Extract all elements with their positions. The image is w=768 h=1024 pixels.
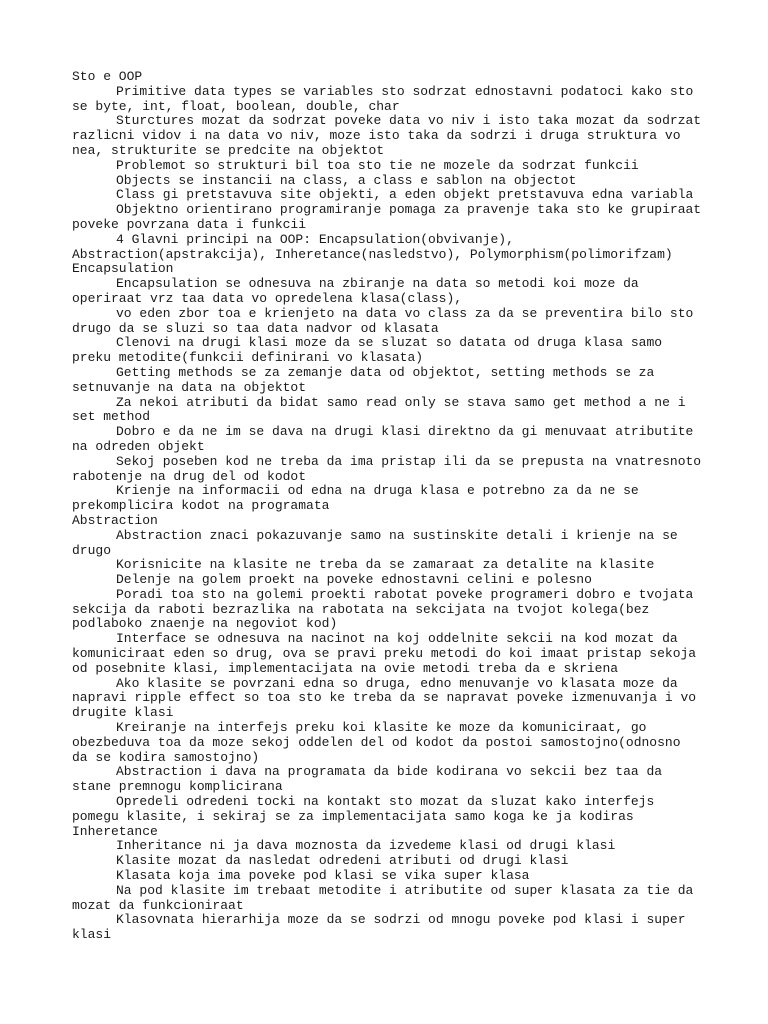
paragraph: Opredeli odredeni tocki na kontakt sto mozat da sluzat kako interfejs pomegu klasite, i sekiraj se za implementacijata samo koga ke ja kodiras bbox=[72, 794, 655, 824]
paragraph: Za nekoi atributi da bidat samo read only se stava samo get method a ne i set method bbox=[72, 394, 686, 425]
paragraph: Delenje na golem proekt na poveke ednostavni celini e polesno bbox=[116, 572, 592, 588]
document-body bbox=[72, 70, 702, 943]
section-heading: Sto e OOP bbox=[72, 69, 143, 84]
paragraph: Getting methods se za zemanje data od objektot, setting methods se za setnuvanje na data na objektot bbox=[72, 364, 655, 395]
paragraph: Na pod klasite im trebaat metodite i atributite od super klasata za tie da mozat da funkcioniraat bbox=[72, 882, 694, 913]
paragraph: Kreiranje na interfejs preku koi klasite ke moze da komuniciraat, go obezbeduva toa da moze sekoj oddelen del od kodot da postoi samostojno(odnosno da se kodira samostojno) bbox=[72, 720, 681, 765]
paragraph: Sturctures mozat da sodrzat poveke data vo niv i isto taka mozat da sodrzat razlicni vidov i na data vo niv, moze isto taka da sodrzi i druga struktura vo nea, strukturite se predcite na objektot bbox=[72, 113, 702, 158]
paragraph: Poradi toa sto na golemi proekti rabotat poveke programeri dobro e tvojata sekcija da raboti bezrazlika na rabotata na sekcijata na tvojot kolega(bez podlaboko znaenje na negoviot kod) bbox=[72, 586, 694, 632]
paragraph: Klasata koja ima poveke pod klasi se vika super klasa bbox=[116, 868, 530, 884]
paragraph: Krienje na informacii od edna na druga klasa e potrebno za da ne se prekomplicira kodot na programata bbox=[72, 483, 639, 514]
paragraph: Class gi pretstavuva site objekti, a eden objekt pretstavuva edna variabla bbox=[116, 187, 694, 203]
paragraph: Encapsulation se odnesuva na zbiranje na data so metodi koi moze da operiraat vrz taa data vo opredelena klasa(class), bbox=[72, 276, 639, 306]
paragraph: Klasovnata hierarhija moze da se sodrzi od mnogu poveke pod klasi i super klasi bbox=[72, 912, 686, 943]
paragraph: vo eden zbor toa e krienjeto na data vo class za da se preventira bilo sto drugo da se sluzi so taa data nadvor od klasata bbox=[72, 305, 694, 336]
paragraph: Problemot so strukturi bil toa sto tie ne mozele da sodrzat funkcii bbox=[116, 157, 639, 173]
paragraph: Primitive data types se variables sto sodrzat ednostavni podatoci kako sto se byte, int, float, boolean, double, char bbox=[72, 83, 694, 114]
paragraph: Objects se instancii na class, a class e sablon na objectot bbox=[116, 172, 577, 188]
paragraph: Korisnicite na klasite ne treba da se zamaraat za detalite na klasite bbox=[116, 557, 655, 573]
paragraph: Abstraction i dava na programata da bide kodirana vo sekcii bez taa da stane premnogu komplicirana bbox=[72, 764, 663, 795]
paragraph: Inheritance ni ja dava moznosta da izvedeme klasi od drugi klasi bbox=[116, 838, 616, 854]
paragraph: Clenovi na drugi klasi moze da se sluzat so datata od druga klasa samo preku metodite(funkcii definirani vo klasata) bbox=[72, 335, 663, 366]
section-heading: Abstraction bbox=[72, 512, 158, 528]
paragraph: 4 Glavni principi na OOP: Encapsulation(obvivanje), Abstraction(apstrakcija), Inheretance(nasledstvo), Polymorphism(polimorifzam) bbox=[72, 231, 673, 262]
paragraph: Objektno orientirano programiranje pomaga za pravenje taka sto ke grupiraat poveke povrzana data i funkcii bbox=[72, 202, 702, 232]
section-heading: Inheretance bbox=[72, 823, 158, 839]
paragraph: Sekoj poseben kod ne treba da ima pristap ili da se prepusta na vnatresnoto rabotenje na drug del od kodot bbox=[72, 453, 702, 484]
paragraph: Interface se odnesuva na nacinot na koj oddelnite sekcii na kod mozat da komuniciraat eden so drug, ova se pravi preku metodi do koi imaat pristap sekoja od posebnite klasi, implementacijata na ovie metodi treba da e skriena bbox=[72, 631, 697, 676]
section-heading: Encapsulation bbox=[72, 261, 174, 277]
paragraph: Dobro e da ne im se dava na drugi klasi direktno da gi menuvaat atributite na odreden objekt bbox=[72, 424, 694, 454]
paragraph: Klasite mozat da nasledat odredeni atributi od drugi klasi bbox=[116, 853, 569, 869]
paragraph: Abstraction znaci pokazuvanje samo na sustinskite detali i krienje na se drugo bbox=[72, 527, 678, 558]
paragraph: Ako klasite se povrzani edna so druga, edno menuvanje vo klasata moze da napravi ripple effect so toa sto ke treba da se napravat poveke izmenuvanja i vo drugite klasi bbox=[72, 675, 697, 721]
